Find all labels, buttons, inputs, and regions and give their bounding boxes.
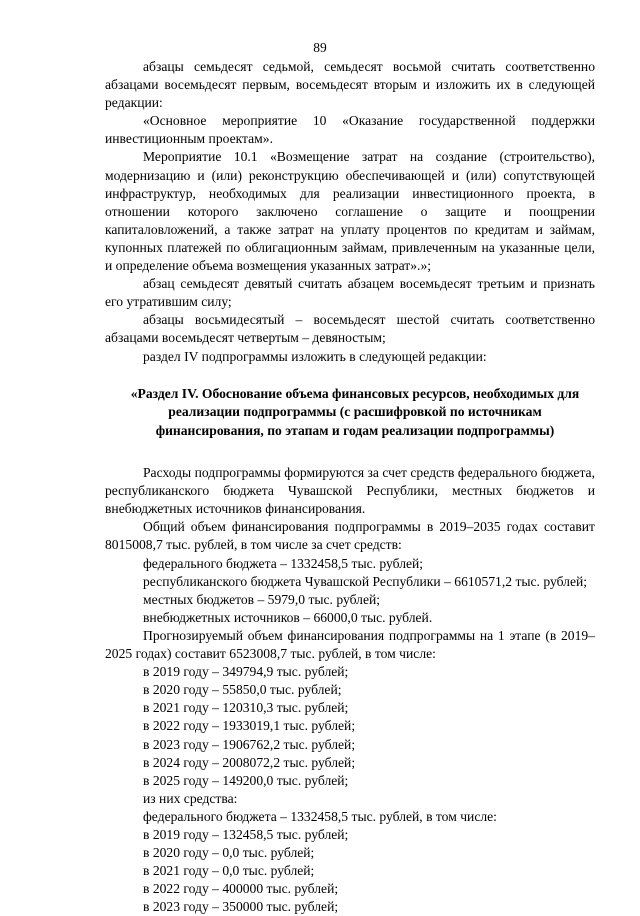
paragraph: абзацы семьдесят седьмой, семьдесят восьмой считать соответственно абзацами восемьдесят первым, восемьдесят вторым и изложить их в следующей редакции: [105, 59, 595, 111]
list-item: в 2024 году – 2008072,2 тыс. рублей; [143, 754, 356, 770]
list-item: в 2019 году – 349794,9 тыс. рублей; [143, 664, 349, 680]
paragraph: абзацы восьмидесятый – восемьдесят шестой считать соответственно абзацами восемьдесят четвертым – девяностым; [105, 312, 595, 346]
list-item: в 2021 году – 0,0 тыс. рублей; [143, 863, 315, 879]
list-item: в 2023 году – 1906762,2 тыс. рублей; [143, 736, 356, 752]
list-item: в 2020 году – 0,0 тыс. рублей; [143, 845, 315, 861]
list-item: в 2021 году – 120310,3 тыс. рублей; [143, 700, 349, 716]
paragraph: абзац семьдесят девятый считать абзацем восемьдесят третьим и признать его утратившим силу; [105, 276, 595, 310]
paragraph: из них средства: [143, 790, 238, 806]
document-body [105, 58, 595, 916]
paragraph: Расходы подпрограммы формируются за счет средств федерального бюджета, республиканского бюджета Чувашской Республики, местных бюджетов и внебюджетных источников финансирования. [105, 465, 595, 517]
paragraph: «Основное мероприятие 10 «Оказание государственной поддержки инвестиционным проектам». [105, 113, 595, 147]
list-item: в 2022 году – 1933019,1 тыс. рублей; [143, 718, 356, 734]
paragraph: внебюджетных источников – 66000,0 тыс. рублей. [143, 609, 433, 625]
paragraph: Общий объем финансирования подпрограммы в 2019–2035 годах составит 8015008,7 тыс. рублей, в том числе за счет средств: [105, 519, 595, 553]
list-item: в 2022 году – 400000 тыс. рублей; [143, 881, 339, 897]
paragraph: федерального бюджета – 1332458,5 тыс. рублей; [143, 555, 424, 571]
list-item: в 2020 году – 55850,0 тыс. рублей; [143, 682, 342, 698]
section-heading: «Раздел IV. Обоснование объема финансовых ресурсов, необходимых для реализации подпрограммы (с расшифровкой по источникам финансирования, по этапам и годам реализации подпрограммы) [130, 385, 580, 438]
paragraph: раздел IV подпрограммы изложить в следующей редакции: [143, 348, 487, 364]
list-item: в 2025 году – 149200,0 тыс. рублей; [143, 772, 349, 788]
list-item: в 2019 году – 132458,5 тыс. рублей; [143, 826, 349, 842]
paragraph: республиканского бюджета Чувашской Республики – 6610571,2 тыс. рублей; [143, 573, 588, 589]
paragraph: Прогнозируемый объем финансирования подпрограммы на 1 этапе (в 2019–2025 годах) составит 6523008,7 тыс. рублей, в том числе: [105, 627, 595, 662]
paragraph: Мероприятие 10.1 «Возмещение затрат на создание (строительство), модернизацию и (или) реконструкцию обеспечивающей и (или) сопутствующей инфраструктур, необходимых для реализации инвестиционного проекта, в отношении которого заключено соглашение о защите и поощрении капиталовложений, а также затрат на уплату процентов по кредитам и займам, купонных платежей по облигационным займам, привлеченным на указанные цели, и определение объема возмещения указанных затрат».»; [105, 149, 595, 274]
list-item: в 2023 году – 350000 тыс. рублей; [143, 899, 339, 915]
page-number: 89 [313, 40, 327, 55]
paragraph: федерального бюджета – 1332458,5 тыс. рублей, в том числе: [143, 808, 497, 824]
paragraph: местных бюджетов – 5979,0 тыс. рублей; [143, 591, 381, 607]
